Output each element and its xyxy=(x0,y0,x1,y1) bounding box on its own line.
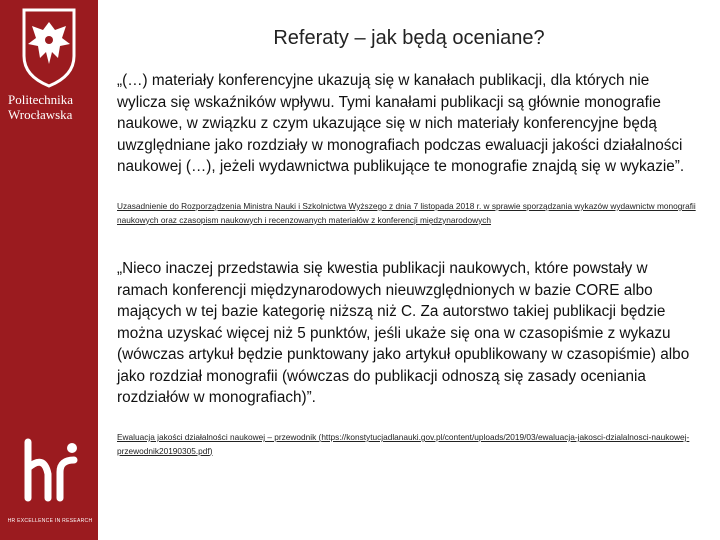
university-crest-logo xyxy=(0,0,98,145)
quote-1: „(…) materiały konferencyjne ukazują się w kanałach publikacji, dla których nie wylicza się wskaźników wpływu. Tymi kanałami publikacji są głównie monografie naukowe, w związku z czym ukazujące się w nich materiały konferencyjne będą uwzględniane jako rozdziały w monografiach podczas ewaluacji jakości działalności naukowej (…), jeżeli wydawnictwa publikujące te monografie znajdą się w wykazie”. xyxy=(117,72,685,175)
hr-caption: HR EXCELLENCE IN RESEARCH xyxy=(7,518,93,524)
reference-2-link[interactable]: https://konstytucjadlanauki.gov.pl/content/uploads/2019/03/ewaluacja-jakosci-dzialalnosci-naukowej-przewodnik20190305.pdf xyxy=(117,432,690,456)
quote-2: „Nieco inaczej przedstawia się kwestia publikacji naukowych, które powstały w ramach konferencji międzynarodowych nieuwzględnionych w bazie CORE albo mających w tej bazie kategorię niższą niż C. Za autorstwo takiej publikacji będzie można uzyskać więcej niż 5 punktów, jeśli ukaże się ona w czasopiśmie z wykazu (wówczas artykuł będzie punktowany jako artykuł opublikowany w czasopiśmie) albo jako rozdział monografii (wówczas do publikacji odnoszą się zasady oceniania rozdziałów w monografiach)”. xyxy=(117,260,690,406)
hr-excellence-logo xyxy=(14,438,84,508)
university-name-line2: Wrocławska xyxy=(8,107,73,122)
reference-2 xyxy=(117,431,702,458)
reference-2-suffix: ) xyxy=(209,445,213,456)
reference-1[interactable]: Uzasadnienie do Rozporządzenia Ministra Nauki i Szkolnictwa Wyższego z dnia 7 listopada 2018 r. w sprawie sporządzania wykazów wydawnictw monografii naukowych oraz czasopism naukowych i recenzowanych materiałów z konferencji międzynarodowych xyxy=(117,201,696,225)
reference-2-prefix: Ewaluacja jakości działalności naukowej – przewodnik ( xyxy=(117,432,322,442)
slide-title: Referaty – jak będą oceniane? xyxy=(273,27,545,49)
university-name xyxy=(8,92,73,122)
university-name-line1: Politechnika xyxy=(8,92,73,107)
sidebar xyxy=(0,0,98,540)
